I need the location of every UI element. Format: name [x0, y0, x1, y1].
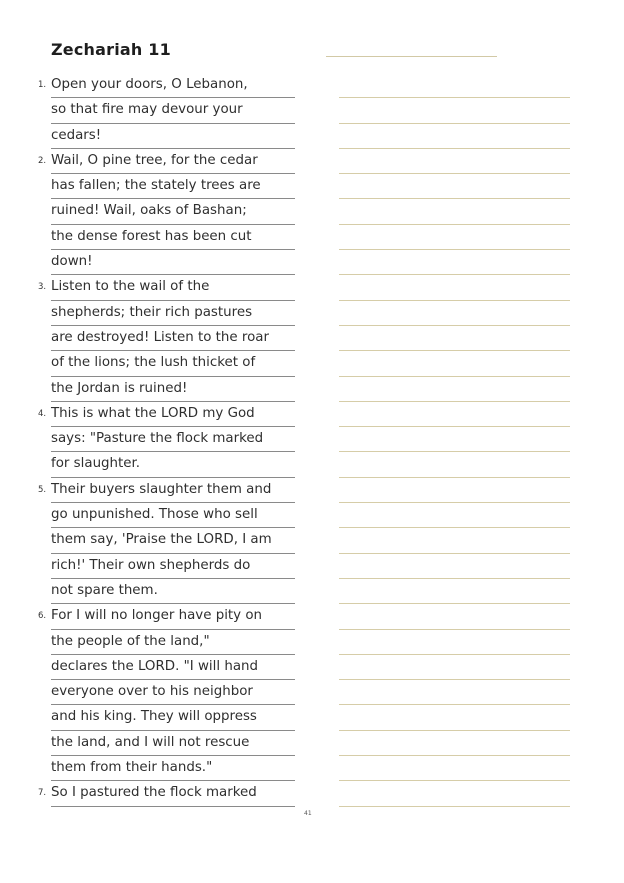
writing-line — [339, 301, 570, 326]
writing-line — [339, 705, 570, 730]
verse-line: are destroyed! Listen to the roar — [51, 326, 295, 351]
verse-line: of the lions; the lush thicket of — [51, 351, 295, 376]
verse-line: not spare them. — [51, 579, 295, 604]
verse-line: rich!' Their own shepherds do — [51, 554, 295, 579]
writing-line — [339, 73, 570, 98]
writing-line — [339, 250, 570, 275]
writing-line — [339, 377, 570, 402]
writing-line — [339, 326, 570, 351]
writing-line — [339, 528, 570, 553]
writing-line — [339, 351, 570, 376]
writing-line — [339, 149, 570, 174]
writing-line — [339, 554, 570, 579]
verse-block — [0, 402, 300, 478]
writing-line — [339, 756, 570, 781]
verse-number: 2. — [38, 155, 47, 166]
verse-line: down! — [51, 250, 295, 275]
verse-line: the dense forest has been cut — [51, 225, 295, 250]
writing-line — [339, 124, 570, 149]
page-number: 41 — [304, 810, 312, 817]
verse-line: has fallen; the stately trees are — [51, 174, 295, 199]
writing-line — [339, 225, 570, 250]
verse-column — [0, 73, 300, 807]
writing-line — [339, 503, 570, 528]
writing-line — [339, 655, 570, 680]
writing-line — [339, 98, 570, 123]
verse-line: the land, and I will not rescue — [51, 731, 295, 756]
name-line — [326, 56, 497, 57]
verse-line: everyone over to his neighbor — [51, 680, 295, 705]
verse-number: 5. — [38, 484, 47, 495]
verse-line: and his king. They will oppress — [51, 705, 295, 730]
verse-block — [0, 781, 300, 806]
writing-line — [339, 402, 570, 427]
verse-line: Their buyers slaughter them and — [51, 478, 295, 503]
verse-block — [0, 604, 300, 781]
verse-line: go unpunished. Those who sell — [51, 503, 295, 528]
writing-line — [339, 275, 570, 300]
verse-line: For I will no longer have pity on — [51, 604, 295, 629]
verse-line: them from their hands." — [51, 756, 295, 781]
verse-number: 3. — [38, 282, 47, 293]
verse-block — [0, 478, 300, 604]
verse-block — [0, 73, 300, 149]
verse-line: This is what the LORD my God — [51, 402, 295, 427]
verse-line: says: "Pasture the flock marked — [51, 427, 295, 452]
verse-number: 1. — [38, 80, 47, 90]
writing-line — [339, 174, 570, 199]
verse-line: them say, 'Praise the LORD, I am — [51, 528, 295, 553]
verse-line: ruined! Wail, oaks of Bashan; — [51, 199, 295, 224]
page-title: Zechariah 11 — [51, 40, 171, 59]
verse-line: cedars! — [51, 124, 295, 149]
writing-column — [339, 73, 570, 807]
writing-line — [339, 427, 570, 452]
verse-number: 6. — [38, 611, 47, 622]
verse-block — [0, 275, 300, 401]
verse-line: Wail, O pine tree, for the cedar — [51, 149, 295, 174]
verse-line: the people of the land," — [51, 630, 295, 655]
writing-line — [339, 452, 570, 477]
verse-line: declares the LORD. "I will hand — [51, 655, 295, 680]
writing-line — [339, 781, 570, 806]
verse-number: 4. — [38, 408, 47, 419]
writing-line — [339, 579, 570, 604]
verse-line: for slaughter. — [51, 452, 295, 477]
verse-number: 7. — [38, 788, 47, 799]
verse-line: shepherds; their rich pastures — [51, 301, 295, 326]
writing-line — [339, 604, 570, 629]
writing-line — [339, 478, 570, 503]
writing-line — [339, 630, 570, 655]
verse-line: so that fire may devour your — [51, 98, 295, 123]
verse-block — [0, 149, 300, 275]
writing-line — [339, 199, 570, 224]
verse-line: Listen to the wail of the — [51, 275, 295, 300]
writing-line — [339, 680, 570, 705]
verse-line: So I pastured the flock marked — [51, 781, 295, 806]
verse-line: the Jordan is ruined! — [51, 377, 295, 402]
verse-line: Open your doors, O Lebanon, — [51, 73, 295, 98]
writing-line — [339, 731, 570, 756]
